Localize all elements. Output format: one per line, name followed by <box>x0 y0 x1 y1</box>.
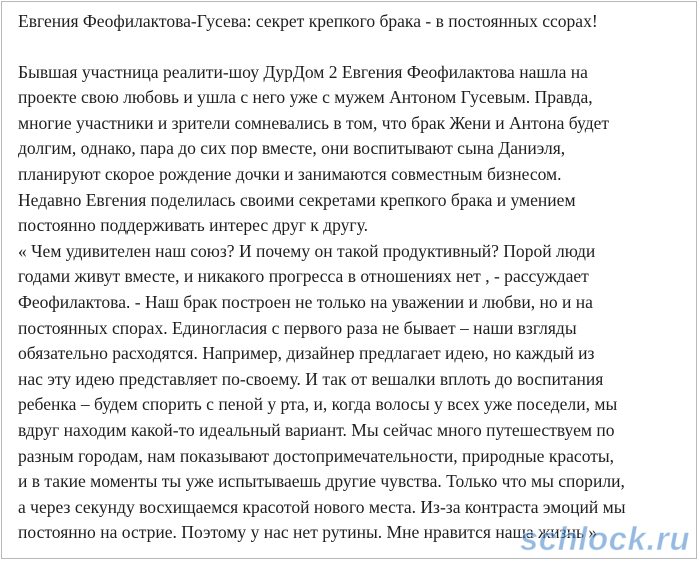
body-line: разным городам, нам показывают достопримечательности, природные красоты, <box>18 445 615 466</box>
body-line: Бывшая участница реалити-шоу ДурДом 2 Евгения Феофилактова нашла на <box>18 61 588 82</box>
body-line: Недавно Евгения поделилась своими секретами крепкого брака и умением <box>18 189 576 210</box>
body-line: многие участники и зрители сомневались в том, что брак Жени и Антона будет <box>18 112 610 133</box>
body-line: планируют скорое рождение дочки и занимаются совместным бизнесом. <box>18 163 562 184</box>
body-line: обязательно расходятся. Например, дизайнер предлагает идею, но каждый из <box>18 343 595 364</box>
body-line: нас эту идею представляет по-своему. И так от вешалки вплоть до воспитания <box>18 368 604 389</box>
article-body <box>18 60 688 546</box>
body-line: годами живут вместе, и никакого прогресса в отношениях нет , - рассуждает <box>18 266 589 287</box>
body-line: Феофилактова. - Наш брак построен не только на уважении и любви, но и на <box>18 291 593 312</box>
body-line: проекте свою любовь и ушла с него уже с мужем Антоном Гусевым. Правда, <box>18 87 593 108</box>
body-line: постоянно поддерживать интерес друг к другу. <box>18 215 368 236</box>
body-line: ребенка – будем спорить с пеной у рта, и, когда волосы у всех уже поседели, мы <box>18 394 618 415</box>
body-line: а через секунду восхищаемся красотой нового места. Из-за контраста эмоций мы <box>18 496 626 517</box>
body-line: постоянных спорах. Единогласия с первого раза не бывает – наши взгляды <box>18 317 577 338</box>
site-watermark: schlock.ru <box>519 520 690 557</box>
body-line: « Чем удивителен наш союз? И почему он такой продуктивный? Порой люди <box>18 240 596 261</box>
article <box>18 9 688 546</box>
body-line: долгим, однако, пара до сих пор вместе, они воспитывают сына Даниэля, <box>18 138 566 159</box>
body-line: и в такие моменты ты уже испытываешь другие чувства. Только что мы спорили, <box>18 471 625 492</box>
body-line: постоянно на острие. Поэтому у нас нет рутины. Мне нравится наша жизнь » <box>18 522 598 543</box>
body-line: вдруг находим какой-то идеальный вариант. Мы сейчас много путешествуем по <box>18 419 615 440</box>
article-title: Евгения Феофилактова-Гусева: секрет крепкого брака - в постоянных ссорах! <box>18 11 598 31</box>
